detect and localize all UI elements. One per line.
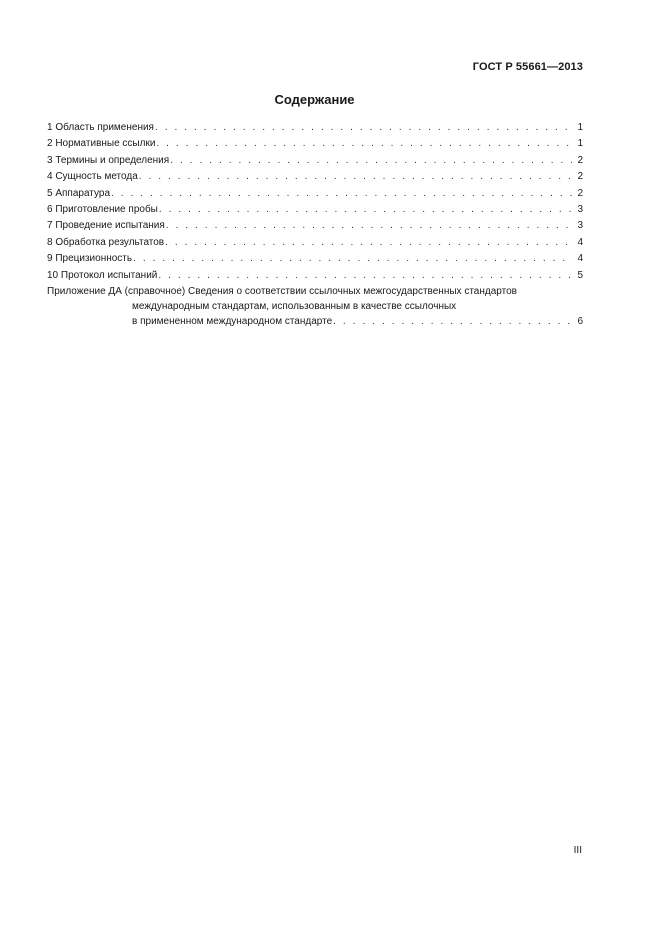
dot-leader — [159, 202, 572, 218]
appendix-line-2: международным стандартам, использованным в качестве ссылочных — [132, 300, 457, 312]
toc-entry-label: 9 Прецизионность — [47, 253, 133, 265]
dot-leader — [155, 120, 572, 136]
toc-entry-page: 2 — [577, 171, 583, 183]
page-number: III — [573, 845, 582, 856]
toc-entry-page: 4 — [577, 236, 583, 248]
toc-entry-page: 3 — [577, 220, 583, 232]
toc-entry-test-report[interactable] — [47, 268, 583, 284]
toc-entry-sample-preparation[interactable] — [47, 202, 583, 218]
toc-entry-page: 3 — [577, 203, 583, 215]
toc-entry-label: 10 Протокол испытаний — [47, 269, 158, 281]
toc-entry-label: 8 Обработка результатов — [47, 236, 165, 248]
dot-leader — [158, 268, 572, 284]
toc-entry-page: 2 — [577, 154, 583, 166]
dot-leader — [156, 136, 572, 152]
table-of-contents — [47, 120, 583, 329]
document-code: ГОСТ Р 55661—2013 — [472, 61, 583, 73]
dot-leader — [165, 235, 572, 251]
toc-entry-page: 5 — [577, 269, 583, 281]
toc-entry-testing-procedure[interactable] — [47, 218, 583, 234]
toc-entry-results-processing[interactable] — [47, 235, 583, 251]
toc-entry-page: 1 — [577, 122, 583, 133]
toc-entry-label: 6 Приготовление пробы — [47, 203, 158, 215]
appendix-line-3-row — [47, 314, 583, 329]
dot-leader — [111, 186, 572, 202]
toc-entry-precision[interactable] — [47, 251, 583, 267]
toc-entry-page: 2 — [577, 187, 583, 199]
appendix-line-3: в примененном международном стандарте — [132, 315, 333, 327]
toc-entry-label: 1 Область применения — [47, 122, 154, 133]
toc-entry-page: 6 — [577, 315, 583, 327]
dot-leader — [139, 169, 572, 185]
toc-entry-normative-references[interactable] — [47, 136, 583, 152]
toc-entry-page: 4 — [577, 253, 583, 265]
dot-leader — [133, 251, 572, 267]
toc-entry-scope[interactable] — [47, 120, 583, 136]
toc-entry-terms[interactable] — [47, 153, 583, 169]
appendix-line-1: Приложение ДА (справочное) Сведения о соответствии ссылочных межгосударственных стандартов — [47, 285, 517, 297]
toc-entry-label: 5 Аппаратура — [47, 187, 111, 199]
toc-entry-label: 7 Проведение испытания — [47, 220, 165, 232]
toc-entry-label: 4 Сущность метода — [47, 171, 138, 183]
toc-entry-method-essence[interactable] — [47, 169, 583, 185]
toc-entry-apparatus[interactable] — [47, 186, 583, 202]
toc-entry-label: 2 Нормативные ссылки — [47, 138, 156, 150]
dot-leader — [170, 153, 572, 169]
toc-entry-appendix[interactable] — [47, 284, 583, 329]
dot-leader — [166, 218, 572, 234]
toc-entry-page: 1 — [577, 138, 583, 150]
toc-entry-label: 3 Термины и определения — [47, 154, 170, 166]
toc-title: Содержание — [274, 92, 355, 107]
dot-leader — [333, 314, 572, 329]
